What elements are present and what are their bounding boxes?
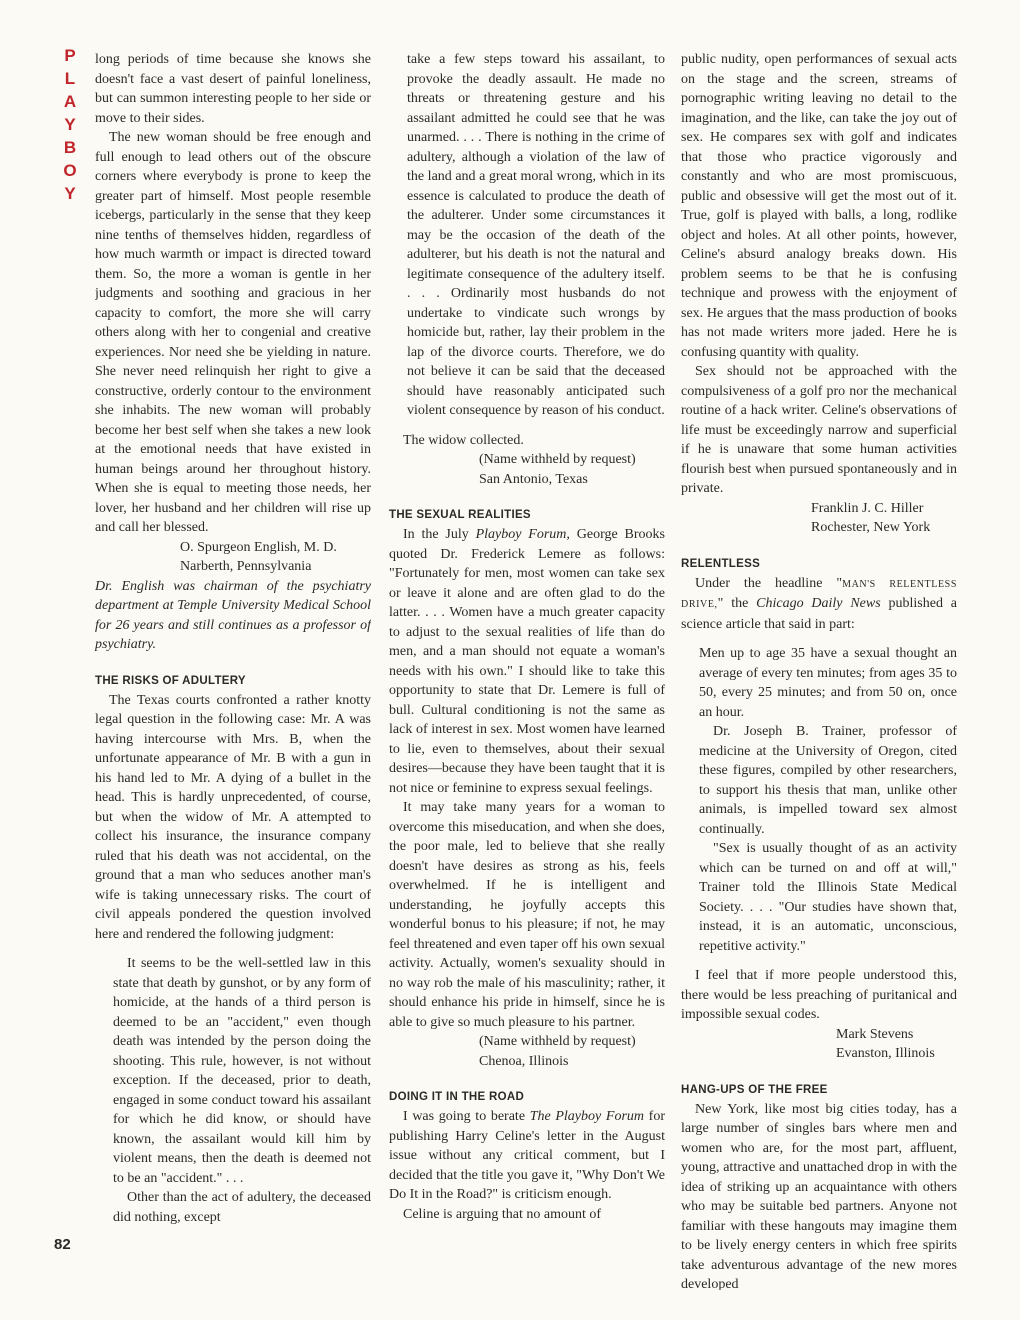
quote-paragraph: Men up to age 35 have a sexual thought an average of every ten minutes; from ages 35 to 50, every 25 minutes; and from 50 on, once an hour. bbox=[699, 646, 957, 720]
paragraph: Celine is arguing that no amount of bbox=[403, 1206, 602, 1222]
paragraph: In the July Playboy Forum, George Brooks quoted Dr. Frederick Lemere as follows: "Fortunately for men, most women can take sex or leave it alone and are often glad to do the latter. . . . Women have a much greater capacity to adjust to the sexual realities of life than do men, and a man should not equate a woman's needs with his own." I should like to take this opportunity to state that Dr. Lemere is full of bull. Cultural conditioning is not the same as lack of interest in sex. Most women have learned to lie, even to themselves, about their sexual desires—because they have been taught that it is not nice or feminine to express sexual feelings. bbox=[389, 527, 665, 796]
signature-block bbox=[479, 450, 665, 489]
page-number: 82 bbox=[54, 1236, 71, 1253]
signature-name: (Name withheld by request) bbox=[479, 1034, 636, 1049]
quote-paragraph: Other than the act of adultery, the deceased did nothing, except bbox=[113, 1190, 371, 1225]
paragraph: public nudity, open performances of sexual acts on the stage and the screen, streams of pornographic writing leaving no detail to the imagination, and the like, can take the joy out of sex. He compares sex with golf and indicates that those who practice vigorously and constantly and who are most promiscuous, public and obsessive will get the most out of it. True, golf is played with balls, a long, rodlike object and holes. At all other points, however, Celine's absurd analogy breaks down. His problem seems to be that he is confusing technique and prowess with the enjoyment of sex. He argues that the mass production of books has not made writers more jaded. Here he is confusing quantity with quality. bbox=[681, 52, 957, 360]
signature-place: Chenoa, Illinois bbox=[479, 1053, 569, 1069]
signature-name: O. Spurgeon English, M. D. bbox=[180, 539, 337, 555]
signature-place: Narberth, Pennsylvania bbox=[180, 559, 312, 574]
section-heading: HANG-UPS OF THE FREE bbox=[681, 1083, 828, 1096]
masthead-letter: A bbox=[63, 92, 77, 111]
masthead-letter: Y bbox=[64, 115, 76, 134]
column-2 bbox=[389, 50, 665, 1290]
column-3 bbox=[681, 50, 957, 1290]
paragraph: The new woman should be free enough and full enough to lead others out of the obscure corners where everybody is prone to keep the greater part of himself. Most people resemble icebergs, particularly in the sense that they keep nine tenths of themselves hidden, regardless of how much warmth or impact is directed toward them. So, the more a woman is gentle in her judgments and soothing and gracious in her capacity to comfort, the more she will carry others along with her to congenial and creative experiences. Nor need she be yielding in nature. She never need relinquish her right to give a constructive, orderly contour to the environment she inhabits. The new woman will probably become her best self when she takes a new look at the emotional needs that have existed in human beings around her throughout history. When she is equal to meeting those needs, her lover, her husband and her children will rise up and call her blessed. bbox=[95, 130, 371, 535]
section-heading: THE RISKS OF ADULTERY bbox=[95, 674, 246, 687]
signature-place: Rochester, New York bbox=[811, 520, 931, 535]
paragraph: I feel that if more people understood this, there would be less preaching of puritanical and impossible sexual codes. bbox=[681, 968, 957, 1022]
signature-block bbox=[479, 1032, 665, 1071]
paragraph: long periods of time because she knows she doesn't face a vast desert of painful loneliness, but can summon interesting people to her side or move to their sides. bbox=[95, 52, 371, 126]
masthead-letter: O bbox=[63, 161, 77, 180]
quote-paragraph: Dr. Joseph B. Trainer, professor of medicine at the University of Oregon, cited these figures, compiled by other researchers, to support his thesis that man, unlike other animals, is impelled toward sex almost continually. bbox=[699, 724, 957, 837]
signature-block bbox=[180, 538, 371, 577]
block-quote bbox=[407, 50, 665, 421]
masthead-letter: P bbox=[64, 46, 76, 65]
signature-place: San Antonio, Texas bbox=[479, 471, 588, 487]
paragraph: The Texas courts confronted a rather knotty legal question in the following case: Mr. A was having intercourse with Mrs. B, when the unfortunate appearance of Mr. B with a gun in his hand led to Mr. A dying of a bullet in the head. This is hardly unprecedented, of course, but when the widow of Mr. A attempted to collect his insurance, the insurance company ruled that his death was not accidental, on the ground that a man who seduces another man's wife is taking unnecessary risks. The court of civil appeals pondered the question involved here and rendered the following judgment: bbox=[95, 692, 371, 942]
quote-paragraph: It seems to be the well-settled law in this state that death by gunshot, or by any form of homicide, at the hands of a third person is deemed to be an "accident," even though death was intended by the person doing the shooting. This rule, however, is not without exception. If the deceased, prior to death, engaged in some conduct toward his assailant for which he did know, or should have known, the assailant would kill him by violent means, then the death is deemed not to be an "accident." . . . bbox=[113, 956, 371, 1186]
paragraph: New York, like most big cities today, has a large number of singles bars where men and women who are, for the most part, affluent, young, attractive and unattached drop in with the idea of striking up an acquaintance with others who may be suitable bed partners. Anyone not familiar with these hangouts may imagine them to be lively energy centers in which free spirits take adventurous advantage of the new mores developed bbox=[681, 1101, 957, 1290]
signature-name: Franklin J. C. Hiller bbox=[811, 500, 924, 516]
block-quote bbox=[699, 644, 957, 956]
signature-name: Mark Stevens bbox=[836, 1026, 914, 1042]
masthead-letter: B bbox=[63, 138, 77, 157]
section-heading: DOING IT IN THE ROAD bbox=[389, 1091, 525, 1103]
quote-paragraph: take a few steps toward his assailant, to provoke the deadly assault. He made no threats or threatening gesture and his assailant admitted he could see that he was unarmed. . . . There is nothing in the crime of adultery, although a violation of the law of the land and a great moral wrong, which in its essence is calculated to produce the death of the adulterer. Under some circumstances it may be the occasion of the death of the adulterer, but his death is not the natural and legitimate consequence of the adultery itself. . . . Ordinarily most husbands do not undertake to vindicate such wrongs by homicide but, rather, lay their problem in the lap of the divorce courts. Therefore, we do not believe it can be said that the deceased should have reasonably anticipated such violent consequence by reason of his conduct. bbox=[407, 52, 665, 418]
masthead-letter: L bbox=[64, 69, 76, 88]
column-1 bbox=[95, 50, 371, 1290]
signature-block bbox=[811, 499, 957, 538]
block-quote bbox=[113, 954, 371, 1227]
signature-place: Evanston, Illinois bbox=[836, 1046, 935, 1061]
paragraph: It may take many years for a woman to overcome this miseducation, and when she does, the poor male, led to believe that she really doesn't have desires as strong as his, feels overwhelmed. If he is intelligent and understanding, he joyfully accepts this wonderful bonus to his pleasure; if not, he may feel threatened and even taper off his own sexual activity. Actually, women's sexuality should in no way rob the male of his masculinity; rather, it should enhance his pride in himself, since he is able to give so much pleasure to his partner. bbox=[389, 800, 665, 1030]
masthead-letter: Y bbox=[64, 184, 76, 203]
paragraph: I was going to berate The Playboy Forum for publishing Harry Celine's letter in the August issue without any critical comment, but I decided that the title you gave it, "Why Don't We Do It in the Road?" is criticism enough. bbox=[389, 1109, 665, 1202]
section-heading: THE SEXUAL REALITIES bbox=[389, 509, 531, 521]
paragraph: Sex should not be approached with the compulsiveness of a golf pro nor the mechanical routine of a hack writer. Celine's observations of life must be exceedingly narrow and superficial if he is unaware that some human activities flourish best when pursued spontaneously and in private. bbox=[681, 364, 957, 496]
section-heading: RELENTLESS bbox=[681, 557, 761, 570]
editor-note: Dr. English was chairman of the psychiatry department at Temple University Medical School for 26 years and still continues as a professor of psychiatry. bbox=[95, 578, 371, 652]
signature-block bbox=[836, 1025, 957, 1064]
playboy-masthead bbox=[58, 44, 82, 205]
paragraph: The widow collected. bbox=[403, 432, 524, 448]
paragraph: Under the headline "MAN'S RELENTLESS DRIVE," the Chicago Daily News published a science article that said in part: bbox=[681, 575, 957, 632]
quote-paragraph: "Sex is usually thought of as an activity which can be turned on and off at will," Trainer told the Illinois State Medical Society. . . . "Our studies have shown that, instead, it is an automatic, unconscious, repetitive activity." bbox=[699, 841, 957, 954]
signature-name: (Name withheld by request) bbox=[479, 452, 636, 467]
